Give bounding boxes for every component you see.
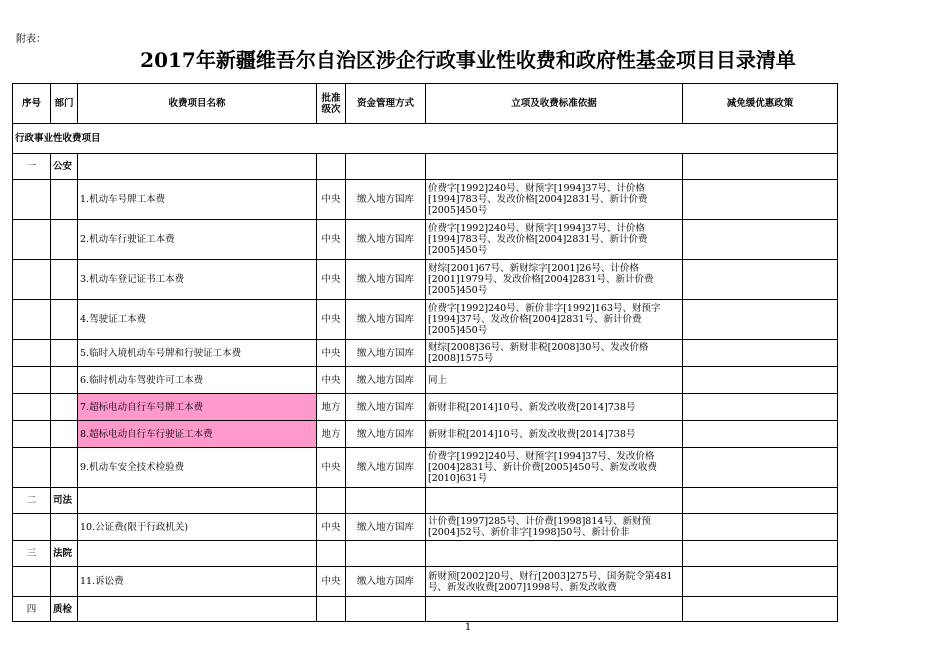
basis-text: 新财非税[2014]10号、新发改收费[2014]738号 [426,421,683,448]
section-row [13,124,838,154]
fee-table [12,83,838,622]
basis-text: 新财非税[2014]10号、新发改收费[2014]738号 [426,394,683,421]
item-name: 11.诉讼费 [78,567,317,597]
table-row [13,220,838,260]
group-seq: 三 [13,541,51,567]
basis-text: 价费字[1992]240号、财预字[1994]37号、计价格[1994]783号、发改价格[2004]2831号、新计价费[2005]450号 [426,220,683,260]
group-seq: 二 [13,488,51,514]
table-row [13,180,838,220]
group-row [13,597,838,622]
fund-management: 缴入地方国库 [346,300,426,340]
group-dept: 公安 [51,154,78,180]
fund-management: 缴入地方国库 [346,260,426,300]
item-name: 5.临时入境机动车号牌和行驶证工本费 [78,340,317,367]
group-dept: 法院 [51,541,78,567]
header-fund: 资金管理方式 [346,84,426,124]
basis-text: 计价费[1997]285号、计价费[1998]814号、新财预[2004]52号、新价非字[1998]50号、新计价非 [426,514,683,541]
header-seq: 序号 [13,84,51,124]
page-title: 2017年新疆维吾尔自治区涉企行政事业性收费和政府性基金项目目录清单 [140,48,796,72]
fund-management: 缴入地方国库 [346,340,426,367]
group-row [13,488,838,514]
section-label: 行政事业性收费项目 [13,124,838,154]
fund-management: 缴入地方国库 [346,220,426,260]
basis-text: 同上 [426,367,683,394]
table-row [13,567,838,597]
basis-text: 财综[2008]36号、新财非税[2008]30号、发改价格[2008]1575号 [426,340,683,367]
approval-level: 中央 [317,300,346,340]
approval-level: 中央 [317,180,346,220]
item-name: 8.超标电动自行车行驶证工本费 [78,421,317,448]
header-basis: 立项及收费标准依据 [426,84,683,124]
group-dept: 司法 [51,488,78,514]
approval-level: 中央 [317,448,346,488]
item-name: 3.机动车登记证书工本费 [78,260,317,300]
item-name: 7.超标电动自行车号牌工本费 [78,394,317,421]
group-dept: 质检 [51,597,78,622]
approval-level: 地方 [317,394,346,421]
fund-management: 缴入地方国库 [346,367,426,394]
group-seq: 四 [13,597,51,622]
table-row [13,421,838,448]
approval-level: 中央 [317,220,346,260]
group-seq: 一 [13,154,51,180]
item-name: 1.机动车号牌工本费 [78,180,317,220]
item-name: 10.公证费(限于行政机关) [78,514,317,541]
item-name: 2.机动车行驶证工本费 [78,220,317,260]
basis-text: 财综[2001]67号、新财综字[2001]26号、计价格[2001]1979号、发改价格[2004]2831号、新计价费[2005]450号 [426,260,683,300]
table-row [13,260,838,300]
header-item: 收费项目名称 [78,84,317,124]
header-policy: 减免缓优惠政策 [683,84,838,124]
header-row [13,84,838,124]
table-row [13,514,838,541]
fund-management: 缴入地方国库 [346,394,426,421]
approval-level: 中央 [317,514,346,541]
approval-level: 中央 [317,567,346,597]
table-row [13,300,838,340]
header-dept: 部门 [51,84,78,124]
approval-level: 地方 [317,421,346,448]
basis-text: 价费字[1992]240号、财预字[1994]37号、发改价格[2004]2831号、新计价费[2005]450号、新发改收费[2010]631号 [426,448,683,488]
basis-text: 新财预[2002]20号、财行[2003]275号、国务院令第481号、新发改收费[2007]1998号、新发改收费 [426,567,683,597]
item-name: 4.驾驶证工本费 [78,300,317,340]
group-row [13,541,838,567]
header-level: 批准级次 [317,84,346,124]
fund-management: 缴入地方国库 [346,448,426,488]
basis-text: 价费字[1992]240号、财预字[1994]37号、计价格[1994]783号、发改价格[2004]2831号、新计价费[2005]450号 [426,180,683,220]
fund-management: 缴入地方国库 [346,514,426,541]
basis-text: 价费字[1992]240号、新价非字[1992]163号、财预字[1994]37号、发改价格[2004]2831号、新计价费[2005]450号 [426,300,683,340]
annex-note: 附表： [16,34,46,45]
table-row [13,340,838,367]
approval-level: 中央 [317,367,346,394]
fund-management: 缴入地方国库 [346,421,426,448]
page-number: 1 [464,622,472,633]
approval-level: 中央 [317,260,346,300]
item-name: 9.机动车安全技术检验费 [78,448,317,488]
item-name: 6.临时机动车驾驶许可工本费 [78,367,317,394]
fund-management: 缴入地方国库 [346,180,426,220]
table-row [13,367,838,394]
table-row [13,394,838,421]
group-row [13,154,838,180]
approval-level: 中央 [317,340,346,367]
fund-management: 缴入地方国库 [346,567,426,597]
table-row [13,448,838,488]
